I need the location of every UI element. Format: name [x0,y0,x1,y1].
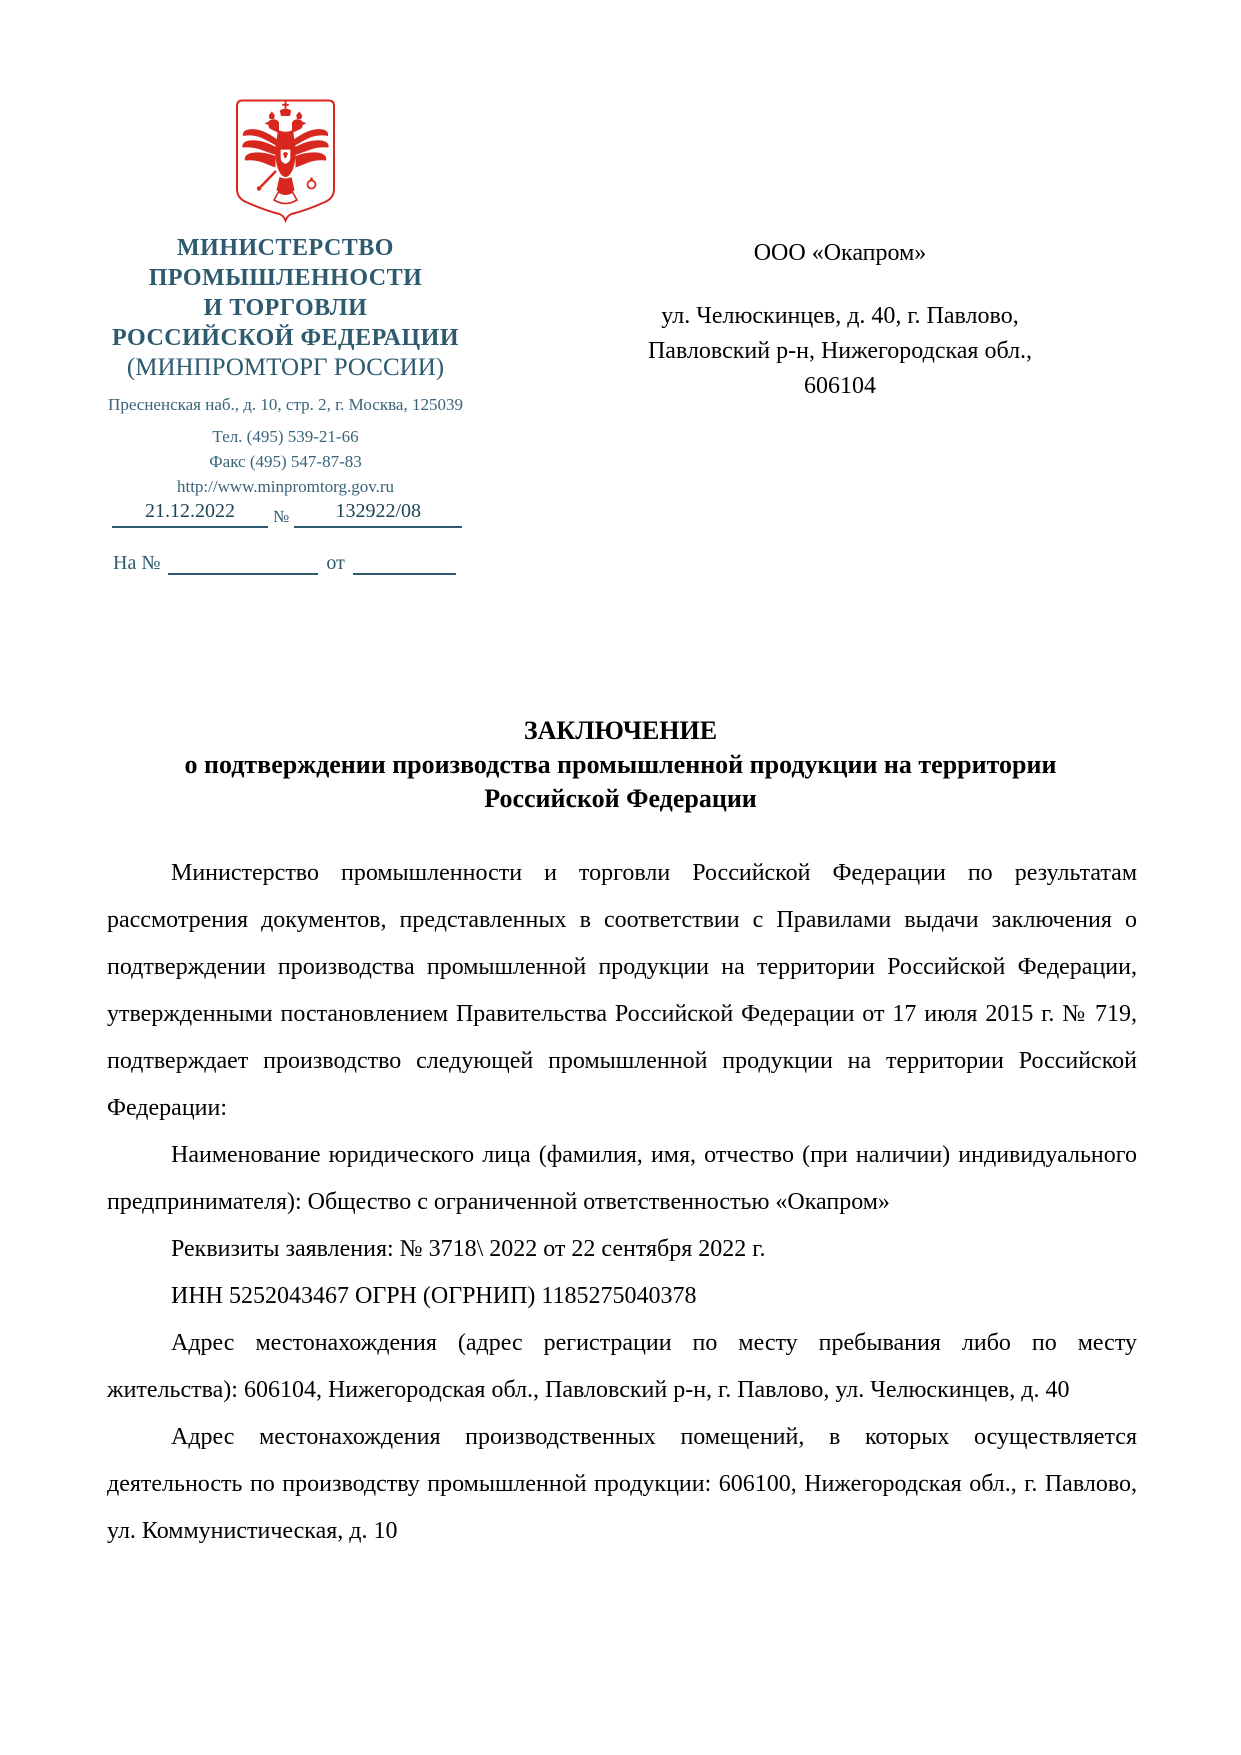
title-subtitle-line2: Российской Федерации [484,784,757,813]
ref-number-label: На № [113,552,161,574]
ministry-fax: Факс (495) 547-87-83 [209,452,362,471]
recipient-block [605,236,1075,404]
document-number: 132922/08 [294,500,462,528]
recipient-name: ООО «Окапром» [753,240,927,266]
reference-row [113,548,456,575]
ministry-website: http://www.minpromtorg.gov.ru [176,477,395,496]
ministry-short-name: (МИНПРОМТОРГ РОССИИ) [126,354,445,381]
recipient-address-line: 606104 [804,373,876,399]
recipient-address [605,299,1075,404]
body-paragraph: Министерство промышленности и торговли Российской Федерации по результатам рассмотрения документов, представленных в соответствии с Правилами выдачи заключения о подтверждении производства промышленной продукции на территории Российской Федерации, утвержденными постановлением Правительства Российской Федерации от 17 июля 2015 г. № 719, подтверждает производство следующей промышленной продукции на территории Российской Федерации: [107,860,1137,1121]
number-sign: № [273,507,290,526]
ref-from-label: от [326,552,345,574]
body-paragraph: Реквизиты заявления: № 3718\ 2022 от 22 сентября 2022 г. [171,1236,766,1262]
document-number-row [112,500,472,528]
body-paragraph: ИНН 5252043467 ОГРН (ОГРНИП) 1185275040378 [171,1283,697,1309]
ministry-name-line: ПРОМЫШЛЕННОСТИ [148,265,423,291]
document-date: 21.12.2022 [112,500,268,528]
recipient-address-line: ул. Челюскинцев, д. 40, г. Павлово, [661,303,1019,329]
ref-number-blank-line [168,548,318,575]
double-headed-eagle-shield [233,97,338,225]
document-title [0,714,1241,816]
title-main: ЗАКЛЮЧЕНИЕ [523,716,718,745]
ministry-name-line: МИНИСТЕРСТВО [177,235,394,261]
recipient-address-line: Павловский р-н, Нижегородская обл., [647,338,1033,364]
ministry-name-line: РОССИЙСКОЙ ФЕДЕРАЦИИ [111,325,460,351]
body-paragraph: Наименование юридического лица (фамилия, имя, отчество (при наличии) индивидуального предпринимателя): Общество с ограниченной ответственностью «Окапром» [107,1142,1137,1215]
ref-date-blank-line [353,548,456,575]
ministry-phone: Тел. (495) 539-21-66 [212,427,359,446]
body-paragraph: Адрес местонахождения (адрес регистрации по месту пребывания либо по месту жительства): 606104, Нижегородская обл., Павловский р-н, г. Павлово, ул. Челюскинцев, д. 40 [107,1330,1137,1403]
ministry-name-line: И ТОРГОВЛИ [203,295,368,321]
title-subtitle-line1: о подтверждении производства промышленной продукции на территории [184,750,1057,779]
ministry-name [48,233,523,353]
body-paragraph: Адрес местонахождения производственных помещений, в которых осуществляется деятельность по производству промышленной продукции: 606100, Нижегородская обл., г. Павлово, ул. Коммунистическая, д. 10 [107,1424,1137,1544]
document-body [107,850,1137,1555]
russia-coat-of-arms-icon [233,97,338,225]
ministry-contact-block [48,392,523,499]
ministry-postal-address: Пресненская наб., д. 10, стр. 2, г. Москва, 125039 [108,395,463,414]
